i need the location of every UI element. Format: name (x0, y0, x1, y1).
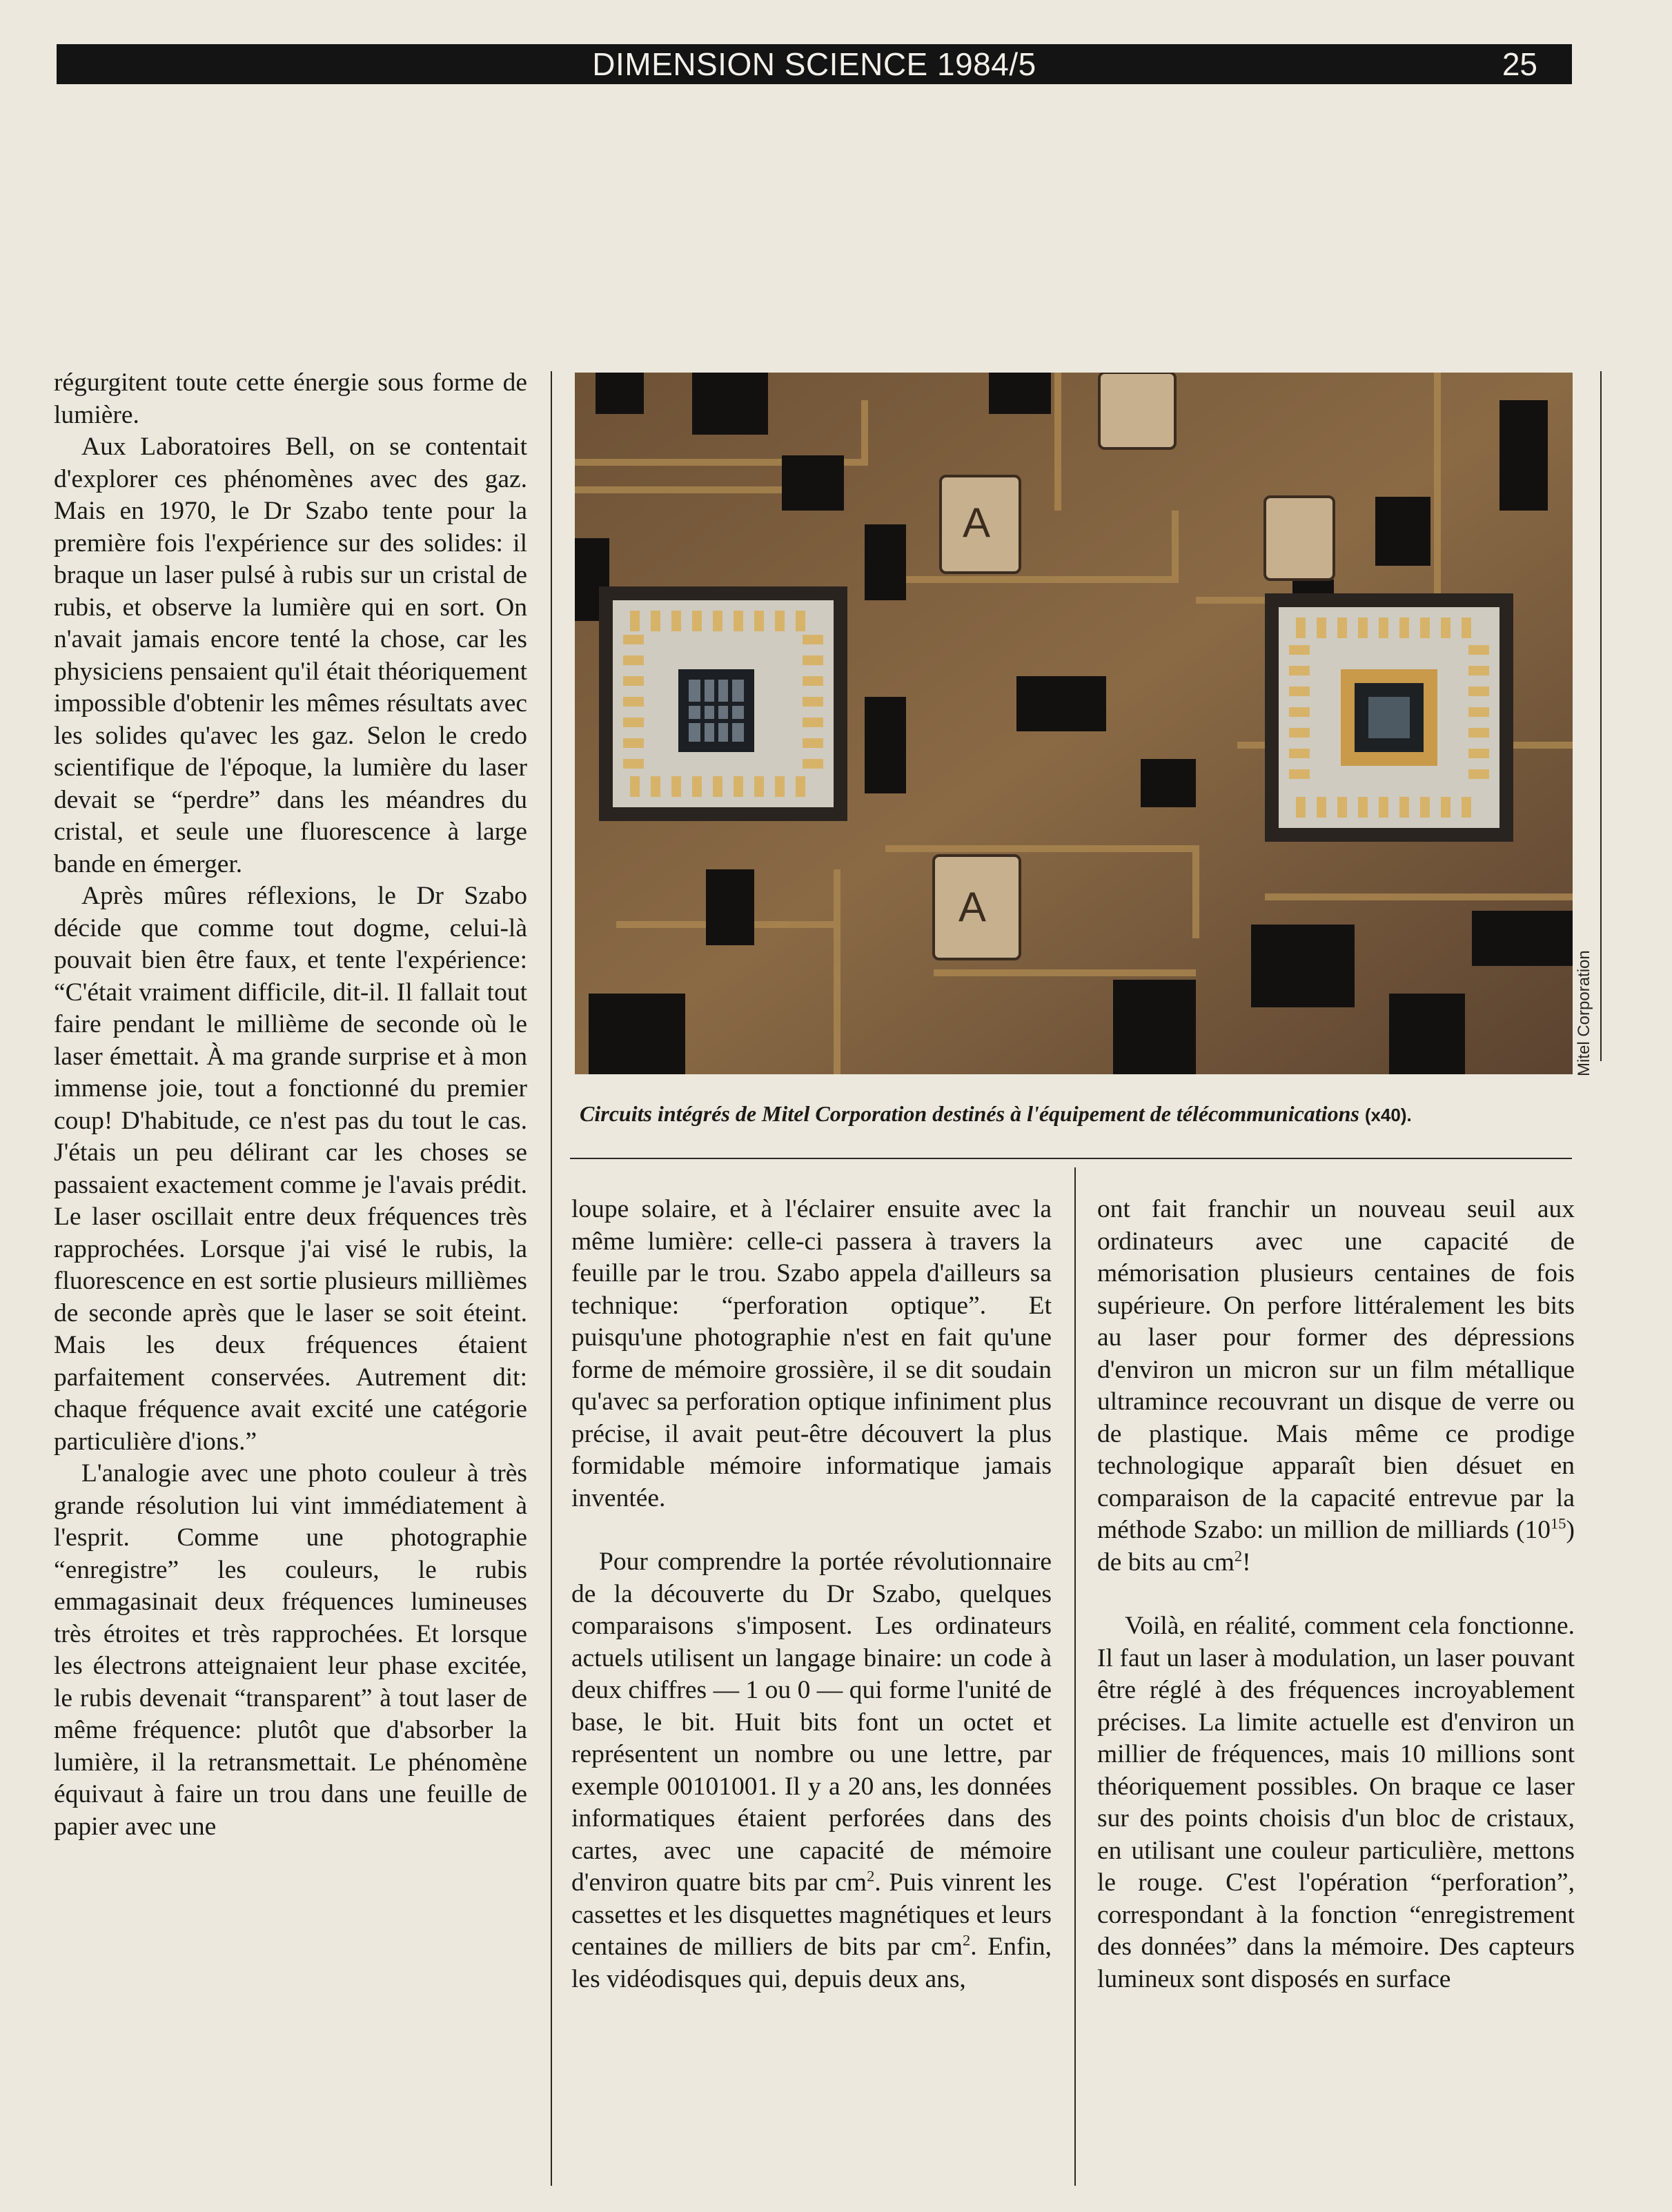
text-run: ) de bits au cm (1097, 1516, 1575, 1577)
text-run: ont fait franchir un nouveau seuil aux ordinateurs avec une capacité de mémorisation plusieurs centaines de fois supérieure. On perfore littéralement les bits au laser pour former des dépressions d'environ un micron sur un film métallique ultramince recouvrant un disque de verre ou de plastique. Mais même ce prodige technologique apparaît bien désuet en comparaison de la capacité entrevue par la méthode Szabo: un million de milliards (10 (1097, 1195, 1575, 1544)
page-number: 25 (1502, 46, 1537, 82)
paragraph: Aux Laboratoires Bell, on se contentait d'explorer ces phénomènes avec des gaz. Mais en 1970, le Dr Szabo tente pour la première fois l'expérience sur des solides: il braque un laser pulsé à rubis sur un cristal de rubis, et observe la lumière qui en sort. On n'avait jamais encore tenté la chose, car les physiciens pensaient qu'il était théoriquement impossible d'obtenir les mêmes résultats avec les solides qu'avec les gaz. Selon le credo scientifique de l'époque, la lumière du laser devait se “perdre” dans les méandres du cristal, et seule une fluorescence à large bande en émerger. (54, 433, 527, 878)
text-run: . Enfin, les vidéodisques qui, depuis deux ans, (571, 1933, 1052, 1993)
paragraph (1097, 1194, 1575, 1579)
superscript: 15 (1551, 1514, 1566, 1532)
paragraph: Voilà, en réalité, comment cela fonctionne. Il faut un laser à modulation, un laser pouvant être réglé à des fréquences incroyablement précises. La limite actuelle est d'environ un millier de fréquences, mais 10 millions sont théoriquement possibles. On braque ce laser sur des points choisis d'un bloc de cristaux, en utilisant une couleur particulière, mettons le rouge. C'est l'opération “perforation”, correspondant à la fonction “enregistrement des données” dans la mémoire. Des capteurs lumineux sont disposés en surface (1097, 1612, 1575, 1993)
text-run: ! (1242, 1548, 1251, 1577)
circuit-photo (575, 373, 1573, 1074)
photo-credit: Mitel Corporation (1575, 950, 1593, 1076)
text-column-1 (54, 367, 527, 1843)
paragraph: loupe solaire, et à l'éclairer ensuite avec la même lumière: celle-ci passera à travers la feuille par le trou. Szabo appela d'ailleurs sa technique: “perforation optique”. Et puisqu'une photographie n'est en fait qu'une forme de mémoire grossière, il se dit soudain qu'avec sa perforation optique infiniment plus précise, il avait peut-être découvert la plus formidable mémoire informatique jamais inventée. (571, 1195, 1052, 1512)
column-rule-3 (1074, 1167, 1076, 2186)
text-run: Pour comprendre la portée révolutionnaire de la découverte du Dr Szabo, quelques comparaisons s'imposent. Les ordinateurs actuels utilisent un langage binaire: un code à deux chiffres — 1 ou 0 — qui forme l'unité de base, le bit. Huit bits font un octet et représentent un nombre ou une lettre, par exemple 00101001. Il y a 20 ans, les données informatiques étaient perforées dans des cartes, avec une capacité de mémoire d'environ quatre bits par cm (571, 1548, 1052, 1897)
superscript: 2 (962, 1931, 971, 1949)
component-marking: A (963, 500, 991, 546)
caption-scale: (x40). (1364, 1105, 1412, 1125)
column-rule-1 (551, 371, 552, 2186)
text-column-2 (571, 1194, 1052, 1995)
caption-rule (570, 1158, 1572, 1159)
superscript: 2 (1234, 1547, 1243, 1564)
superscript: 2 (867, 1867, 875, 1885)
figure-caption (580, 1101, 1573, 1127)
running-header (57, 44, 1572, 84)
paragraph: Après mûres réflexions, le Dr Szabo décide que comme tout dogme, celui-là pouvait bien être faux, et tente l'expérience: “C'était vraiment difficile, dit-il. Il fallait tout faire pendant le millième de seconde où le laser émettait. À ma grande surprise et à mon immense joie, tout a fonctionné du premier coup! D'habitude, ce n'est pas du tout le cas. J'étais un peu délirant car les choses se passaient exactement comme je l'avais prédit. Le laser oscillait entre deux fréquences très rapprochées. Lorsque j'ai visé le rubis, la fluorescence en est sortie plusieurs millièmes de seconde après que le laser se soit éteint. Mais les deux fréquences étaient parfaitement conservées. Autrement dit: chaque fréquence avait excité une catégorie particulière d'ions.” (54, 882, 527, 1456)
component-marking: A (958, 884, 987, 930)
paragraph (571, 1546, 1052, 1995)
column-rule-right (1600, 371, 1602, 1061)
integrated-circuit-image (575, 373, 1573, 1074)
paragraph: L'analogie avec une photo couleur à très grande résolution lui vint immédiatement à l'esprit. Comme une photographie “enregistre” les couleurs, le rubis emmagasinait deux fréquences lumineuses très étroites et très rapprochées. Et lorsque les électrons atteignaient leur phase excitée, le rubis devenait “transparent” à tout laser de même fréquence: plutôt que d'absorber la lumière, il la retransmettait. Le phénomène équivaut à faire un trou dans une feuille de papier avec une (54, 1459, 527, 1841)
paragraph: régurgitent toute cette énergie sous forme de lumière. (54, 368, 527, 429)
caption-text: Circuits intégrés de Mitel Corporation destinés à l'équipement de télécommunications (580, 1101, 1359, 1126)
text-column-3 (1097, 1194, 1575, 1995)
text-run: . Puis vinrent les cassettes et les disquettes magnétiques et leurs centaines de milliers de bits par cm (571, 1868, 1052, 1961)
publication-title: DIMENSION SCIENCE 1984/5 (592, 46, 1036, 82)
